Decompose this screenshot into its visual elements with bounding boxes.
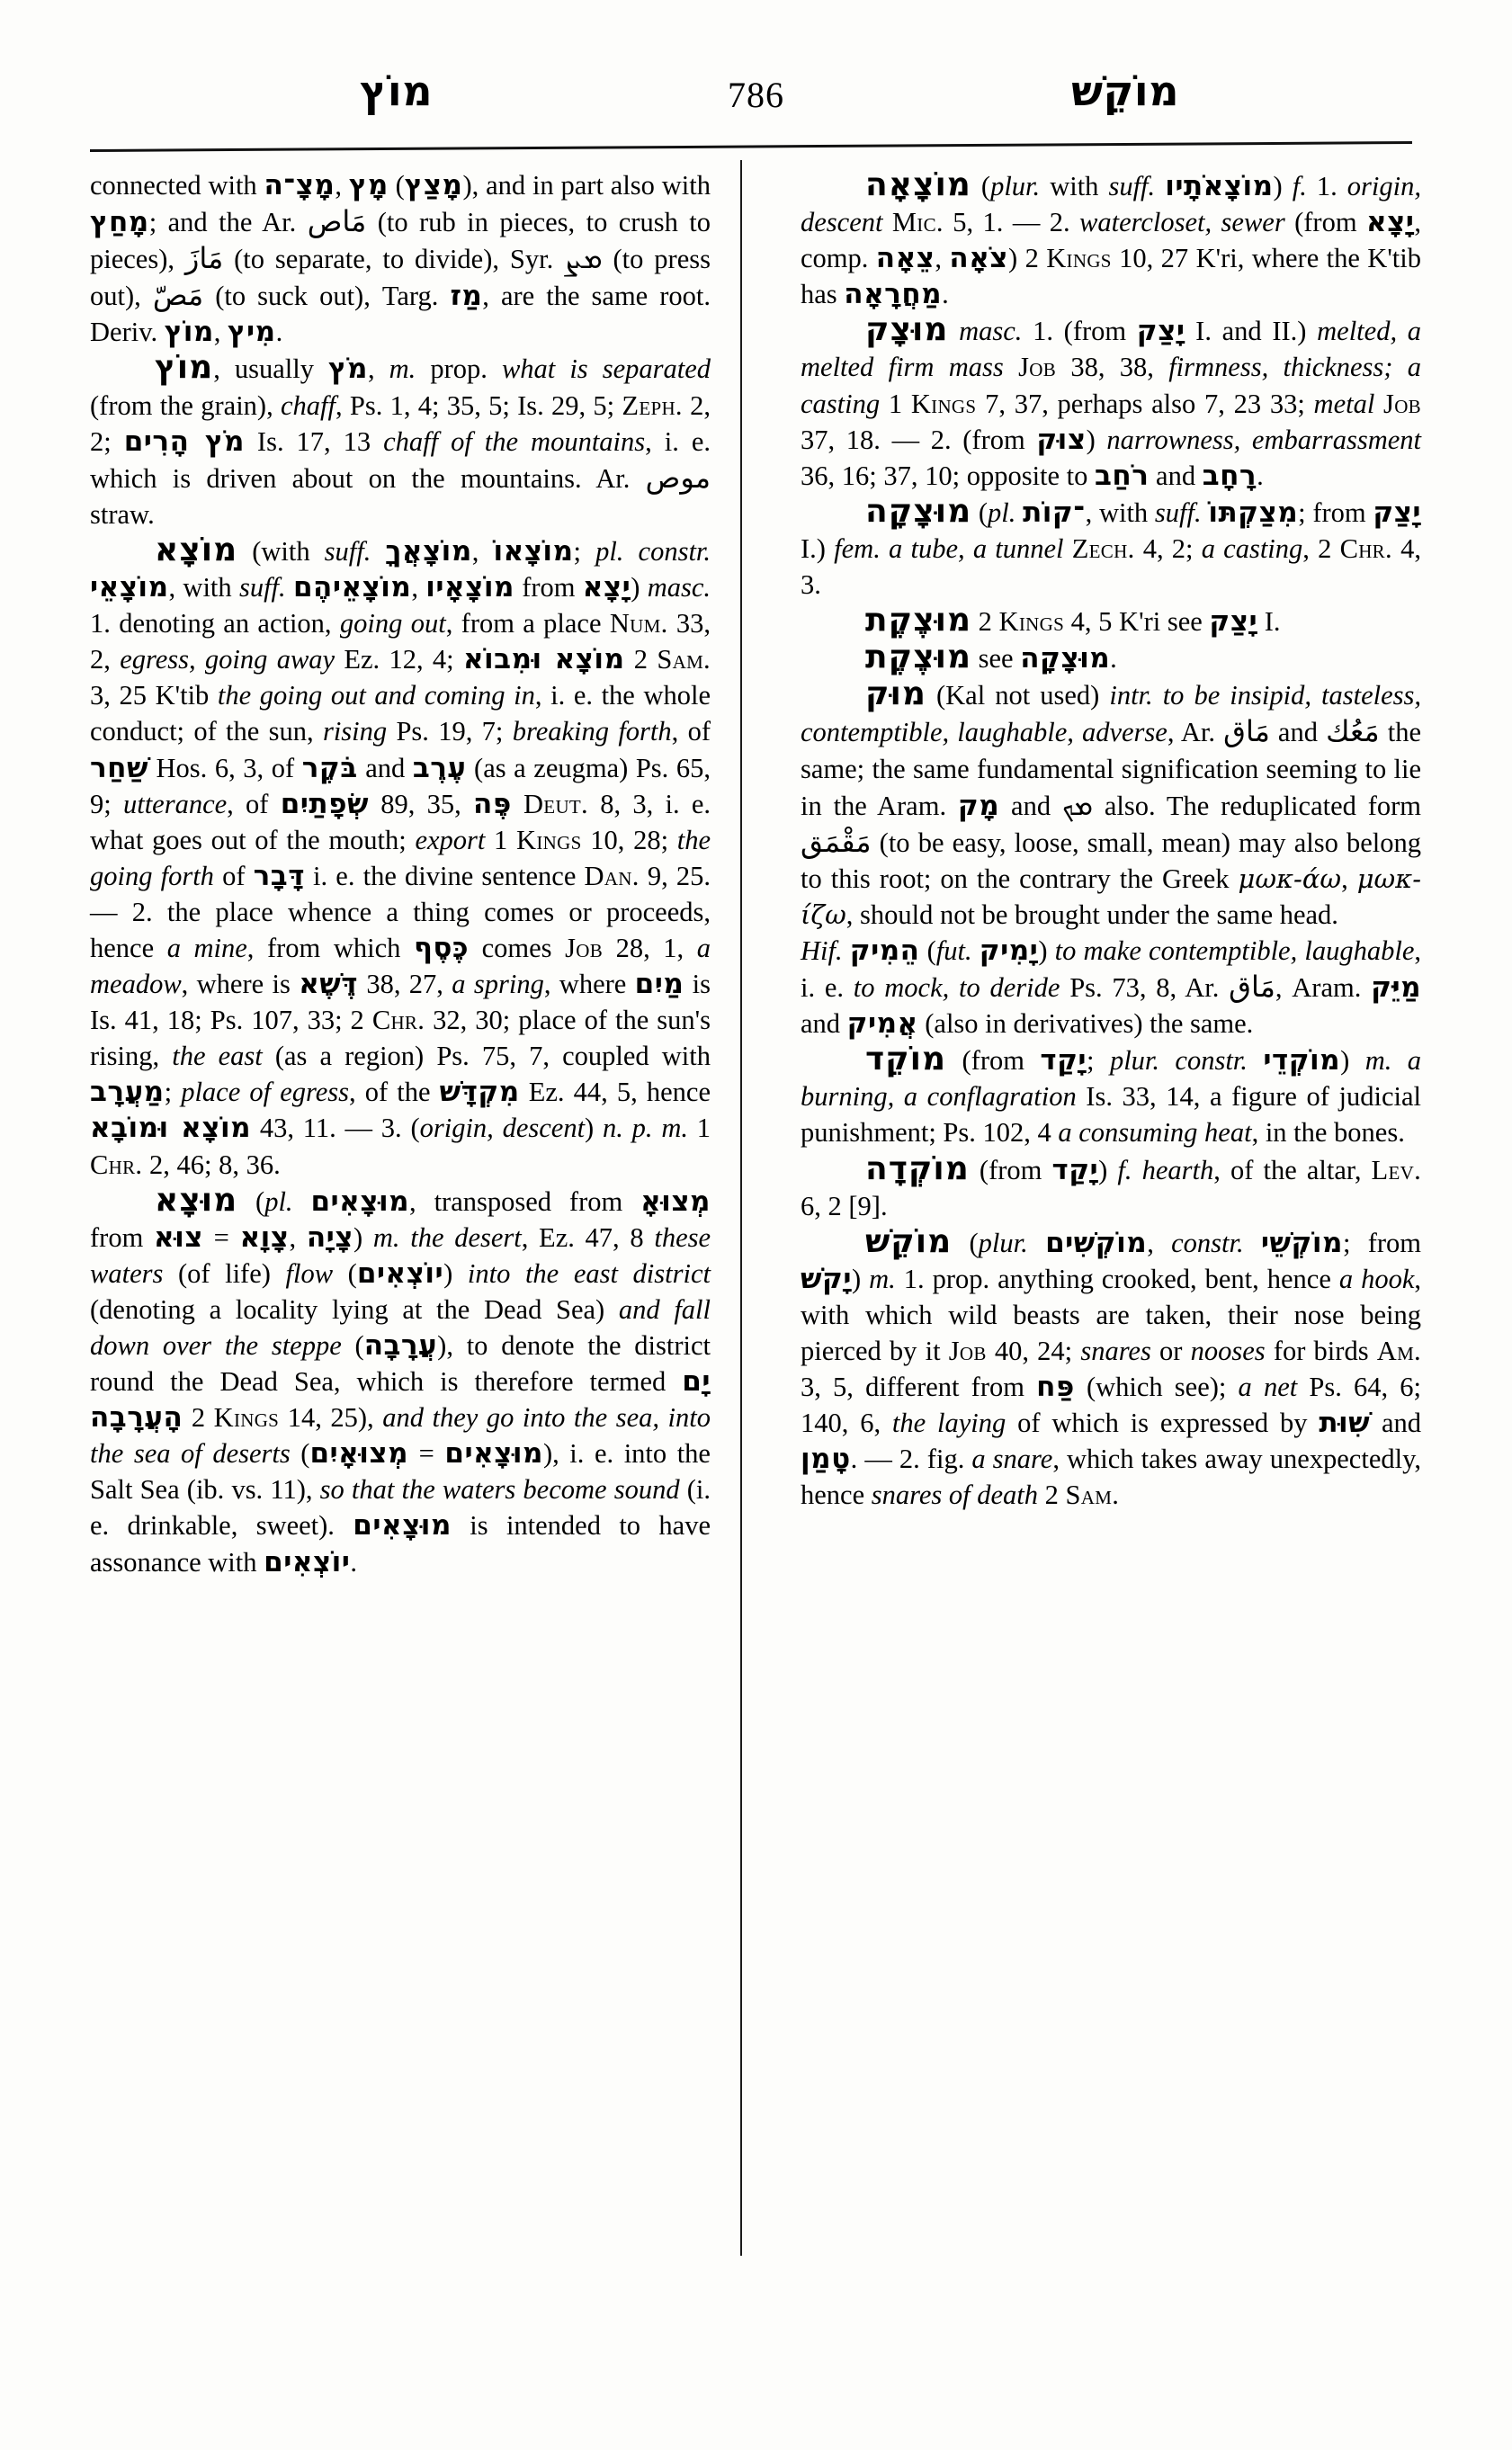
- dictionary-entry-mutseqet-2: מוּצֶקֶת see מוּצָקָה.: [865, 639, 1117, 676]
- left-column: [90, 167, 711, 1580]
- dictionary-entry-mutsaq: מוּצָק masc. 1. (from יָצַק I. and II.) melted, a melted firm mass Job 38, 38, firmness, thickness; a casting 1 Kings 7, 37, perhaps also 7, 23 33; metal Job 37, 18. — 2. (from צוּק) narrowness, embarrassment 36, 16; 37, 10; opposite to רֹחַב and רָחָב.: [801, 311, 1422, 492]
- dictionary-entry-moqed: מוֹקֵד (from יָקַד; plur. constr. מוֹקְדֵי) m. a burning, a conflagration Is. 33, 14, a figure of judicial punishment; Ps. 102, 4 a consuming heat, in the bones.: [801, 1041, 1422, 1149]
- dictionary-entry-moqdah: מוֹקְדָה (from יָקַד) f. hearth, of the altar, Lev. 6, 2 [9].: [801, 1149, 1421, 1221]
- dictionary-entry-motsaah: מוֹצָאָה (plur. with suff. מוֹצָאֹתָיו) f. 1. origin, descent Mic. 5, 1. — 2. watercloset, sewer (from יָצָא, comp. צֵאָה, צֹאָה) 2 Kings 10, 27 K'ri, where the K'tib has מַחֲרָאָה.: [801, 166, 1422, 311]
- entry-continuation: connected with מָצָ־ה, מָץ (מָצַץ), and in part also with מָחַץ; and the Ar. مَاص (to rub in pieces, to crush to pieces), مَازَ (to separate, to divide), Syr. ܡܨ (to press out), مَصّ (to suck out), Targ. מַז, are the same root. Deriv. מוֹץ, מִיץ.: [90, 169, 711, 349]
- two-column-body: [90, 167, 1421, 2326]
- dictionary-entry-moqesh: מוֹקֵשׁ (plur. מוֹקְשִׁים, constr. מוֹקְשֵׁי; from יָקֹשׁ) m. 1. prop. anything crooked, bent, hence a hook, with which wild beasts are taken, their nose being pierced by it Job 40, 24; snares or nooses for birds Am. 3, 5, different from פַּח (which see); a net Ps. 64, 6; 140, 6, the laying of which is expressed by שִׁוּת and טָמַן. — 2. fig. a snare, which takes away unexpectedly, hence snares of death 2 Sam.: [801, 1222, 1422, 1511]
- running-head-left: מוֹץ: [360, 67, 433, 115]
- dictionary-entry-motsa: מוֹצָא (with suff. מוֹצָאֲךָ, מוֹצָאוֹ; pl. constr. מוֹצָאֵי, with suff. מוֹצָאֵיהֶם, מוֹצָאָיו from יָצָא) masc. 1. denoting an action, going out, from a place Num. 33, 2, egress, going away Ez. 12, 4; מוֹצָא וּמִבוֹא 2 Sam. 3, 25 K'tib the going out and coming in, i. e. the whole conduct; of the sun, rising Ps. 19, 7; breaking forth, of שַׁחַר Hos. 6, 3, of בֹּקֶר and עֶרֶב (as a zeugma) Ps. 65, 9; utterance, of שְׂפָתַיִם 89, 35, פֶּה Deut. 8, 3, i. e. what goes out of the mouth; export 1 Kings 10, 28; the going forth of דָּבָר i. e. the divine sentence Dan. 9, 25. — 2. the place whence a thing comes or proceeds, hence a mine, from which כֶּסֶף comes Job 28, 1, a meadow, where is דֶּשֶׁא 38, 27, a spring, where מַיִם is Is. 41, 18; Ps. 107, 33; 2 Chr. 32, 30; place of the sun's rising, the east (as a region) Ps. 75, 7, coupled with מַעֲרָב; place of egress, of the מִקְדָּשׁ Ez. 44, 5, hence מוֹצָא וּמוֹבָא 43, 11. — 3. (origin, descent) n. p. m. 1 Chr. 2, 46; 8, 36.: [90, 531, 711, 1180]
- right-column: [801, 167, 1421, 1513]
- header-rule: [90, 141, 1412, 152]
- dictionary-entry-mots: מוֹץ, usually מֹץ, m. prop. what is separated (from the grain), chaff, Ps. 1, 4; 35, 5; Is. 29, 5; Zeph. 2, 2; מֹץ הָרִים Is. 17, 13 chaff of the mountains, i. e. which is driven about on the mountains. Ar. موص straw.: [90, 349, 711, 530]
- dictionary-entry-mutseqet-1: מוּצֶקֶת 2 Kings 4, 5 K'ri see יָצַק I.: [865, 602, 1281, 639]
- page-number: 786: [728, 75, 784, 115]
- dictionary-entry-muq: מוּק (Kal not used) intr. to be insipid, tasteless, contemptible, laughable, adverse, Ar. مَاق and مَعُك the same; the same fundamental signification seeming to lie in the Aram. מָק and ܡܟ also. The reduplicated form مَقْمَق (to be easy, loose, small, mean) may also belong to this root; on the contrary the Greek μωκ-άω, μωκ-ίζω, should not be brought under the same head. Hif. הֵמִיק (fut. יָמִיק) to make contemptible, laughable, i. e. to mock, to deride Ps. 73, 8, Ar. مَاق, Aram. מַיֵּק and אֲמִיק (also in derivatives) the same.: [801, 675, 1422, 1041]
- dictionary-entry-mutsaqah: מוּצָקָה (pl. ־קוֹת, with suff. מִצַקְתּוֹ; from יָצַק I.) fem. a tube, a tunnel Zech. 4, 2; a casting, 2 Chr. 4, 3.: [801, 492, 1422, 601]
- running-head: [108, 67, 1404, 133]
- column-divider: [740, 160, 742, 2256]
- dictionary-entry-mutsa: מוּצָא (pl. מוּצָאִים, transposed from מְצוּאָ from צוּא = צָוָא, צָיָה) m. the desert, Ez. 47, 8 these waters (of life) flow (יוֹצְאִים) into the east district (denoting a locality lying at the Dead Sea) and fall down over the steppe (עֲרָבָה), to denote the district round the Dead Sea, which is therefore termed יָם הָעֲרָבָה 2 Kings 14, 25), and they go into the sea, into the sea of deserts (מְצוּאָיִם = מוּצָאִים), i. e. into the Salt Sea (ib. vs. 11), so that the waters become sound (i. e. drinkable, sweet). מוּצָאִים is intended to have assonance with יוֹצְאִים.: [90, 1181, 711, 1578]
- running-head-right: מוֹקֵשׁ: [1071, 67, 1179, 115]
